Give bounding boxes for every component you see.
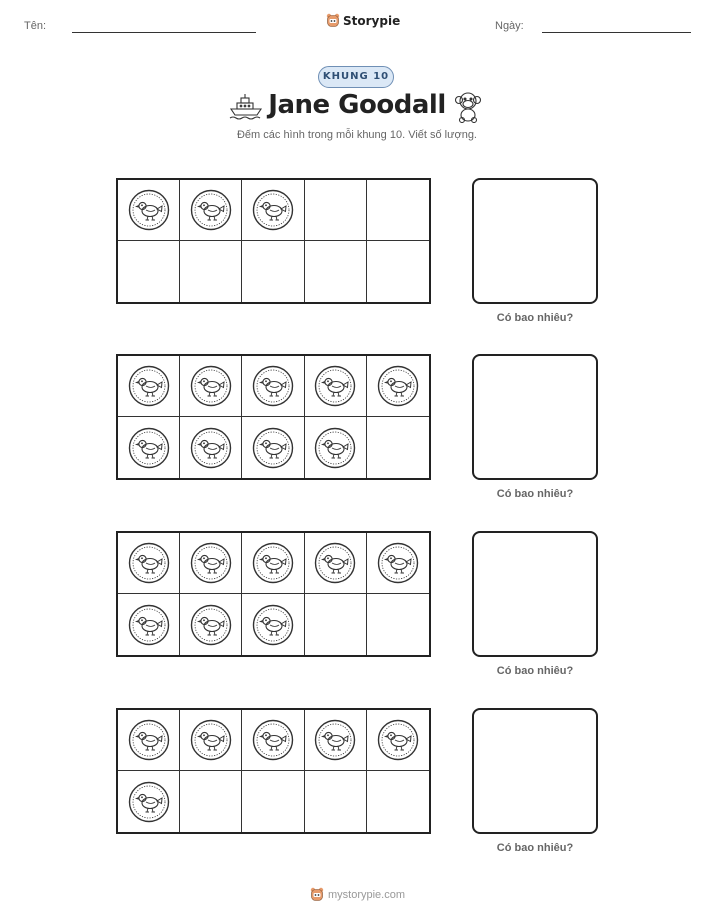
name-line[interactable] bbox=[72, 32, 256, 33]
answer-prompt: Có bao nhiêu? bbox=[496, 842, 574, 854]
ten-frame-cell bbox=[242, 356, 304, 417]
bird-coin-icon bbox=[190, 719, 232, 761]
bird-coin-icon bbox=[128, 781, 170, 823]
ten-frame-cell bbox=[367, 356, 429, 417]
ten-frame-cell bbox=[180, 710, 242, 771]
ten-frame-cell bbox=[242, 710, 304, 771]
name-label: Tên: bbox=[24, 20, 47, 32]
ten-frame-cell bbox=[305, 180, 367, 241]
bird-coin-icon bbox=[314, 365, 356, 407]
date-line[interactable] bbox=[542, 32, 691, 33]
ten-frame bbox=[116, 708, 431, 834]
bird-coin-icon bbox=[377, 365, 419, 407]
bird-coin-icon bbox=[252, 365, 294, 407]
ten-frame-cell bbox=[367, 710, 429, 771]
ten-frame-cell bbox=[118, 356, 180, 417]
ten-frame bbox=[116, 531, 431, 657]
ten-frame-cell bbox=[367, 241, 429, 302]
ten-frame-cell bbox=[180, 356, 242, 417]
bird-coin-icon bbox=[128, 604, 170, 646]
ten-frame-cell bbox=[305, 241, 367, 302]
ten-frame-cell bbox=[118, 771, 180, 832]
ten-frame-cell bbox=[367, 417, 429, 478]
answer-box[interactable] bbox=[472, 531, 598, 657]
brand-name: Storypie bbox=[343, 14, 401, 28]
ten-frame-cell bbox=[242, 771, 304, 832]
bird-coin-icon bbox=[252, 719, 294, 761]
ten-frame-cell bbox=[242, 594, 304, 655]
bird-coin-icon bbox=[252, 604, 294, 646]
ten-frame-cell bbox=[367, 771, 429, 832]
ten-frame-cell bbox=[180, 771, 242, 832]
ten-frame-cell bbox=[180, 241, 242, 302]
bird-coin-icon bbox=[128, 542, 170, 584]
bird-coin-icon bbox=[377, 542, 419, 584]
ten-frame-cell bbox=[118, 594, 180, 655]
answer-prompt: Có bao nhiêu? bbox=[496, 665, 574, 677]
bird-coin-icon bbox=[314, 542, 356, 584]
monkey-icon bbox=[454, 91, 482, 123]
ten-frame-cell bbox=[118, 417, 180, 478]
ten-frame-cell bbox=[242, 241, 304, 302]
footer bbox=[310, 887, 405, 903]
ten-frame-cell bbox=[180, 594, 242, 655]
worksheet-type-badge: KHUNG 10 bbox=[318, 66, 394, 88]
ten-frame-cell bbox=[180, 180, 242, 241]
answer-box[interactable] bbox=[472, 708, 598, 834]
ten-frame-cell bbox=[305, 533, 367, 594]
storypie-logo-icon bbox=[310, 887, 324, 903]
ten-frame-cell bbox=[180, 417, 242, 478]
ten-frame-cell bbox=[367, 533, 429, 594]
date-label: Ngày: bbox=[495, 20, 524, 32]
ten-frame-cell bbox=[305, 710, 367, 771]
bird-coin-icon bbox=[190, 427, 232, 469]
ten-frame-cell bbox=[305, 356, 367, 417]
ten-frame-cell bbox=[367, 594, 429, 655]
ten-frame-cell bbox=[180, 533, 242, 594]
ten-frame-cell bbox=[118, 241, 180, 302]
bird-coin-icon bbox=[190, 542, 232, 584]
ten-frame-cell bbox=[118, 710, 180, 771]
ten-frame-cell bbox=[305, 594, 367, 655]
footer-url[interactable]: mystorypie.com bbox=[328, 889, 406, 901]
ten-frame-cell bbox=[118, 180, 180, 241]
bird-coin-icon bbox=[128, 719, 170, 761]
brand bbox=[326, 13, 400, 29]
ten-frame bbox=[116, 354, 431, 480]
ten-frame-cell bbox=[305, 417, 367, 478]
page-title: Jane Goodall bbox=[268, 90, 446, 120]
bird-coin-icon bbox=[190, 604, 232, 646]
ten-frame-cell bbox=[242, 533, 304, 594]
ten-frame-cell bbox=[242, 180, 304, 241]
answer-box[interactable] bbox=[472, 354, 598, 480]
answer-box[interactable] bbox=[472, 178, 598, 304]
answer-prompt: Có bao nhiêu? bbox=[496, 488, 574, 500]
bird-coin-icon bbox=[190, 189, 232, 231]
ten-frame bbox=[116, 178, 431, 304]
instructions: Đếm các hình trong mỗi khung 10. Viết số lượng. bbox=[236, 129, 477, 141]
bird-coin-icon bbox=[128, 365, 170, 407]
bird-coin-icon bbox=[314, 719, 356, 761]
ten-frame-cell bbox=[242, 417, 304, 478]
ten-frame-cell bbox=[305, 771, 367, 832]
storypie-logo-icon bbox=[326, 13, 340, 29]
bird-coin-icon bbox=[190, 365, 232, 407]
bird-coin-icon bbox=[252, 542, 294, 584]
answer-prompt: Có bao nhiêu? bbox=[496, 312, 574, 324]
bird-coin-icon bbox=[128, 189, 170, 231]
bird-coin-icon bbox=[252, 427, 294, 469]
ten-frame-cell bbox=[118, 533, 180, 594]
bird-coin-icon bbox=[128, 427, 170, 469]
bird-coin-icon bbox=[252, 189, 294, 231]
bird-coin-icon bbox=[314, 427, 356, 469]
bird-coin-icon bbox=[377, 719, 419, 761]
ten-frame-cell bbox=[367, 180, 429, 241]
